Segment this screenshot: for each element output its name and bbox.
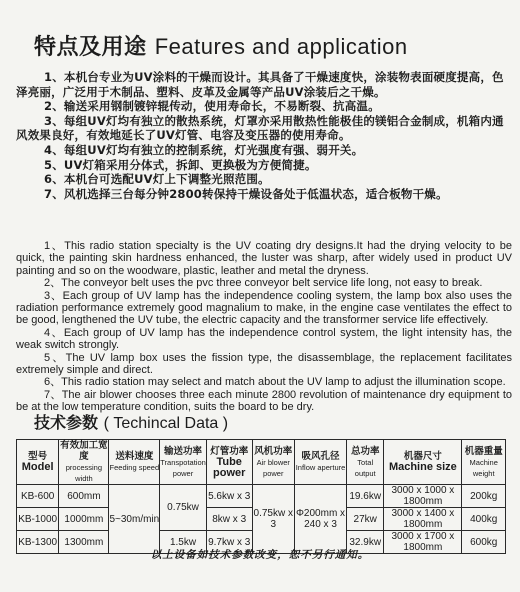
header-feeding-speed: 送料速度 Feeding speed [109,440,160,485]
feature-cn-item: 7、风机选择三台每分钟2800转保持干燥设备处于低温状态，适合板物干燥。 [44,186,448,201]
cell-width: 1300mm [59,531,109,554]
cell-tube-power: 5.6kw x 3 [206,485,252,508]
feature-cn-item: 6、本机台可选配UV灯上下调整光照范围。 [44,172,270,187]
features-heading-en: Features and application [154,34,408,59]
cell-tube-power: 9.7kw x 3 [206,531,252,554]
header-machine-size: 机器尺寸 Machine size [384,440,462,485]
features-cn-list [16,70,512,201]
cell-total-output: 27kw [347,508,384,531]
cell-machine-size: 3000 x 1400 x 1800mm [384,508,462,531]
cell-model: KB-1000 [17,508,59,531]
cell-machine-size: 3000 x 1000 x 1800mm [384,485,462,508]
feature-en-item: 2、The conveyor belt uses the pvc three conveyor belt service life long, not easy to break. [44,277,483,290]
table-row [17,485,506,508]
features-heading [34,30,408,61]
tech-data-heading [34,410,228,433]
feature-cn-item: 4、每组UV灯均有独立的控制系统，灯光强度有强、弱开关。 [44,142,364,157]
feature-cn-item: 2、输送采用钢制镀锌辊传动，使用寿命长，不易断裂、抗高温。 [44,99,380,114]
cell-tube-power: 8kw x 3 [206,508,252,531]
feature-cn-item: 3、每组UV灯均有独立的散热系统，灯罩亦采用散热性能极佳的镁铝合金制成，机箱内通风效果良好，有效地延长了UV灯管、电容及变压器的使用寿命。 [16,113,504,143]
cell-width: 600mm [59,485,109,508]
feature-en-item: 1、This radio station specialty is the UV coating dry designs.It had the drying velocity to be quick, the painting skin hardness enhanced, the luster was sharp, after widely used in product UV painting and so on the woodware, plastic, leather and metal the dryness. [16,240,512,277]
cell-inflow-aperture: Φ200mm x 240 x 3 [294,485,346,554]
header-transport-power: 输送功率 Transpotation power [160,440,207,485]
header-air-blower-power: 风机功率 Air blower power [252,440,294,485]
cell-model: KB-600 [17,485,59,508]
feature-en-item: 3、Each group of UV lamp has the independence cooling system, the lamp box also uses the radiation performance extremely good magnalium to make, in the engine case ventilates the effect to be good, lengthened the UV tube, the electric capacity and the transformer service life effectively. [16,289,512,327]
cell-air-blower-power: 0.75kw x 3 [252,485,294,554]
cell-machine-weight: 600kg [462,531,506,554]
cell-machine-weight: 200kg [462,485,506,508]
cell-machine-weight: 400kg [462,508,506,531]
features-en-list [16,240,512,414]
feature-en-item: 5、The UV lamp box uses the fission type, the disassemblage, the replacement facilitates extremely simple and direct. [16,351,512,377]
header-total-output: 总功率 Total output [347,440,384,485]
feature-en-item: 6、This radio station may select and match about the UV lamp to adjust the illumination scope. [44,376,506,389]
header-model: 型号 Model [17,440,59,485]
cell-transport-power: 0.75kw [160,485,207,531]
feature-en-item: 4、Each group of UV lamp has the independence control system, the light intensity has, the weak switch strongly. [16,326,512,352]
tech-data-heading-en: ( Techincal Data ) [103,415,229,432]
header-inflow-aperture: 吸风孔径 Inflow aperture [294,440,346,485]
features-heading-cn: 特点及用途 [34,35,147,60]
cell-machine-size: 3000 x 1700 x 1800mm [384,531,462,554]
spec-header-row [17,440,506,485]
footnote: 以上设备如技术参数改变，恕不另行通知。 [150,549,370,561]
header-processing-width: 有效加工宽度 processing width [60,440,108,483]
cell-feeding-speed: 5~30m/min [109,485,160,554]
tech-data-heading-cn: 技术参数 [34,413,99,432]
cell-model: KB-1300 [17,531,59,554]
spec-table [16,439,506,554]
header-machine-weight: 机器重量 Machine weight [462,440,506,485]
feature-cn-item: 5、UV灯箱采用分体式，拆卸、更换极为方便简捷。 [44,157,317,172]
cell-width: 1000mm [59,508,109,531]
header-tube-power: 灯管功率 Tube power [206,440,252,485]
cell-total-output: 32.9kw [347,531,384,554]
feature-en-item: 7、The air blower chooses three each minute 2800 revolution of maintenance dry equipment to be at the low temperature condition, suits the board to be dry. [16,388,512,414]
cell-transport-power: 1.5kw [160,531,207,554]
cell-total-output: 19.6kw [347,485,384,508]
feature-cn-item: 1、本机台专业为UV涂料的干燥而设计。其具备了干燥速度快，涂装物表面硬度提高，色泽亮丽，广泛用于木制品、塑料、皮革及金属等产品UV涂装后之干燥。 [16,70,504,99]
